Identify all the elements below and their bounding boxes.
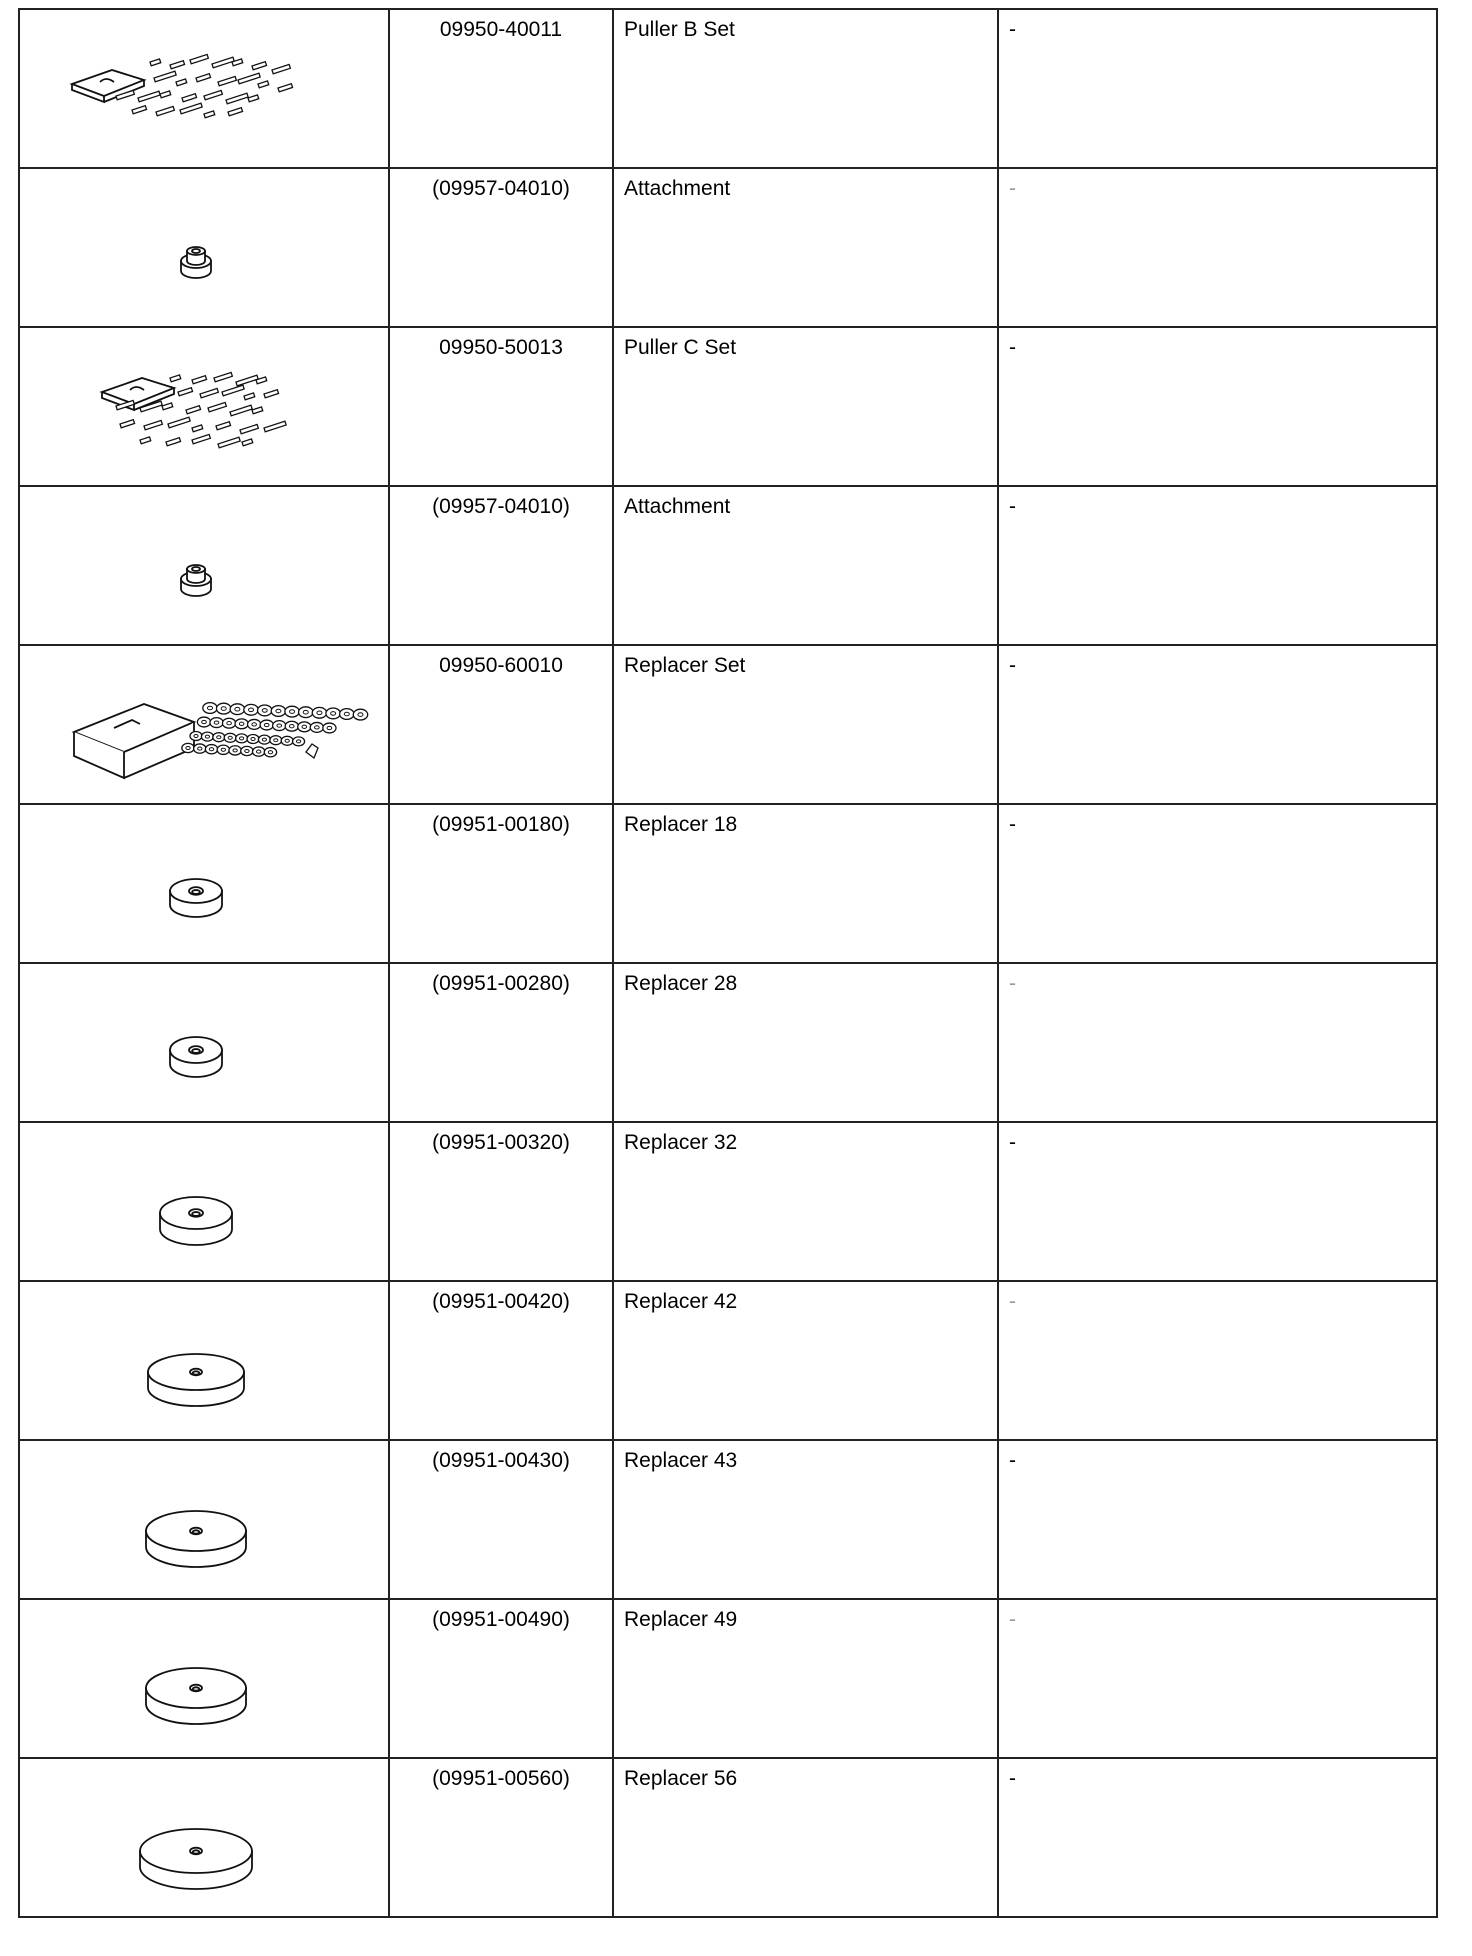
tool-note-cell	[998, 1599, 1437, 1758]
puller-set-icon	[20, 328, 388, 485]
table-row	[19, 486, 1437, 645]
tool-note: -	[1009, 813, 1016, 836]
tool-note: -	[1009, 1449, 1016, 1472]
tool-name: Replacer 28	[624, 972, 738, 995]
tool-number-cell	[389, 963, 613, 1122]
tool-number: (09957-04010)	[432, 495, 570, 518]
tool-number-cell	[389, 645, 613, 804]
tool-note-cell	[998, 1758, 1437, 1917]
tool-number-cell	[389, 486, 613, 645]
tool-number-cell	[389, 9, 613, 168]
tool-number: (09951-00420)	[432, 1290, 570, 1313]
tool-name: Replacer 42	[624, 1290, 738, 1313]
table-row	[19, 1281, 1437, 1440]
tool-note-cell	[998, 1440, 1437, 1599]
attachment-icon	[20, 487, 388, 644]
tool-number: (09951-00180)	[432, 813, 570, 836]
tool-number: (09951-00560)	[432, 1767, 570, 1790]
puller-set-icon	[20, 10, 388, 167]
tool-name: Replacer 32	[624, 1131, 738, 1154]
table-row	[19, 1122, 1437, 1281]
replacer-icon	[20, 1282, 388, 1439]
replacer-icon	[20, 1600, 388, 1757]
replacer-icon	[20, 1759, 388, 1916]
tool-illustration-cell	[19, 1281, 389, 1440]
tool-name-cell	[613, 1122, 998, 1281]
tool-name-cell	[613, 1281, 998, 1440]
tool-note: -	[1009, 1608, 1016, 1631]
tool-note-cell	[998, 1122, 1437, 1281]
table-row	[19, 1758, 1437, 1917]
special-tools-table	[18, 8, 1438, 1918]
tool-number-cell	[389, 1599, 613, 1758]
tool-illustration-cell	[19, 804, 389, 963]
table-row	[19, 327, 1437, 486]
tool-number: 09950-40011	[439, 18, 563, 41]
tool-name-cell	[613, 804, 998, 963]
tool-number: 09950-60010	[439, 654, 563, 677]
tool-name: Attachment	[624, 495, 731, 518]
tool-note: -	[1009, 972, 1016, 995]
tool-name: Replacer 43	[624, 1449, 738, 1472]
tool-illustration-cell	[19, 645, 389, 804]
tool-name-cell	[613, 1440, 998, 1599]
replacer-icon	[20, 1441, 388, 1598]
tool-number-cell	[389, 1440, 613, 1599]
tool-note: -	[1009, 654, 1016, 677]
tool-illustration-cell	[19, 1758, 389, 1917]
tool-note-cell	[998, 9, 1437, 168]
tool-illustration-cell	[19, 963, 389, 1122]
tool-name: Puller C Set	[624, 336, 737, 359]
tool-note: -	[1009, 495, 1016, 518]
tool-name: Replacer Set	[624, 654, 746, 677]
tool-illustration-cell	[19, 168, 389, 327]
tool-name: Attachment	[624, 177, 731, 200]
tool-number-cell	[389, 1122, 613, 1281]
tool-name-cell	[613, 963, 998, 1122]
tool-name-cell	[613, 168, 998, 327]
table-row	[19, 804, 1437, 963]
tool-note-cell	[998, 645, 1437, 804]
table-row	[19, 168, 1437, 327]
tool-note-cell	[998, 168, 1437, 327]
replacer-icon	[20, 805, 388, 962]
table-row	[19, 1599, 1437, 1758]
tool-name: Replacer 49	[624, 1608, 738, 1631]
tool-note: -	[1009, 1290, 1016, 1313]
tool-note-cell	[998, 804, 1437, 963]
tool-name-cell	[613, 1599, 998, 1758]
tool-name: Puller B Set	[624, 18, 735, 41]
tool-number: (09951-00430)	[432, 1449, 570, 1472]
tool-note-cell	[998, 963, 1437, 1122]
tool-name-cell	[613, 9, 998, 168]
replacer-icon	[20, 964, 388, 1121]
tool-note: -	[1009, 336, 1016, 359]
tool-note-cell	[998, 1281, 1437, 1440]
tool-note: -	[1009, 18, 1016, 41]
tool-illustration-cell	[19, 486, 389, 645]
replacer-icon	[20, 1123, 388, 1280]
tool-illustration-cell	[19, 1122, 389, 1281]
tool-note: -	[1009, 177, 1016, 200]
tool-illustration-cell	[19, 327, 389, 486]
tool-number-cell	[389, 1758, 613, 1917]
tool-name: Replacer 56	[624, 1767, 738, 1790]
tool-number-cell	[389, 804, 613, 963]
tools-table-body	[19, 9, 1437, 1917]
attachment-icon	[20, 169, 388, 326]
tool-number-cell	[389, 168, 613, 327]
tool-number-cell	[389, 1281, 613, 1440]
tool-note-cell	[998, 486, 1437, 645]
replacer-set-icon	[20, 646, 388, 803]
tool-note: -	[1009, 1767, 1016, 1790]
tool-number: (09951-00280)	[432, 972, 570, 995]
tool-number: (09957-04010)	[432, 177, 570, 200]
tool-name-cell	[613, 486, 998, 645]
tool-number: 09950-50013	[439, 336, 563, 359]
tool-number: (09951-00490)	[432, 1608, 570, 1631]
table-row	[19, 9, 1437, 168]
tool-number: (09951-00320)	[432, 1131, 570, 1154]
table-row	[19, 963, 1437, 1122]
table-row	[19, 1440, 1437, 1599]
tool-name-cell	[613, 327, 998, 486]
tool-name: Replacer 18	[624, 813, 738, 836]
tool-illustration-cell	[19, 9, 389, 168]
tool-note-cell	[998, 327, 1437, 486]
tool-illustration-cell	[19, 1599, 389, 1758]
tool-number-cell	[389, 327, 613, 486]
tool-name-cell	[613, 645, 998, 804]
table-row	[19, 645, 1437, 804]
tool-note: -	[1009, 1131, 1016, 1154]
tool-name-cell	[613, 1758, 998, 1917]
tool-illustration-cell	[19, 1440, 389, 1599]
